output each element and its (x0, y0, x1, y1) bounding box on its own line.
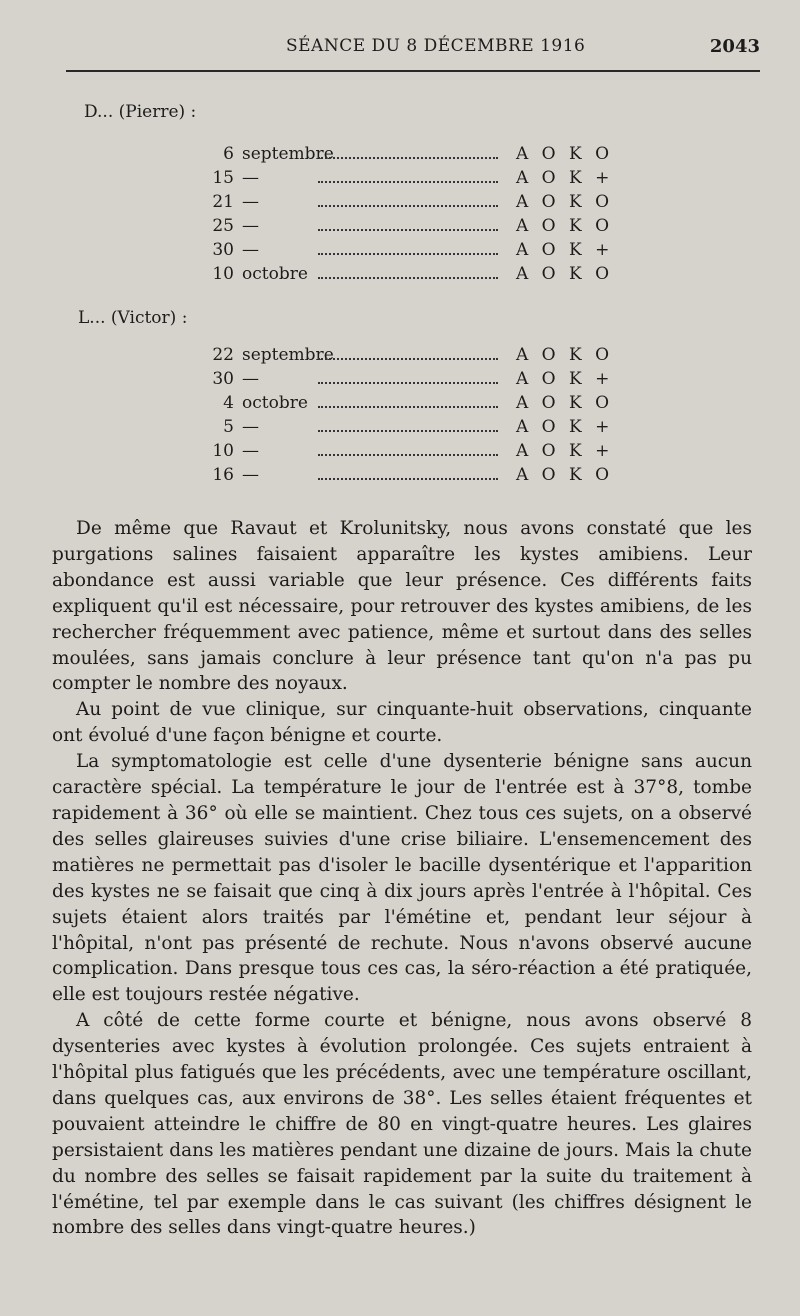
dot-leader (318, 430, 498, 432)
month: — (242, 192, 259, 212)
month: octobre (242, 393, 308, 413)
running-head: SÉANCE DU 8 DÉCEMBRE 1916 (286, 36, 586, 56)
day: 30 (212, 369, 234, 389)
dot-leader (318, 205, 498, 207)
day: 10 (212, 264, 234, 284)
dot-leader (318, 229, 498, 231)
month: — (242, 216, 259, 236)
results-table (0, 345, 800, 489)
paragraph: De même que Ravaut et Krolunitsky, nous avons constaté que les purgations salines faisaient apparaître les kystes amibiens. Leur abondance est aussi variable que leur présence. Ces différents faits expliquent qu'il est nécessaire, pour retrouver des kystes amibiens, de les rechercher fréquemment avec patience, même et surtout dans des selles moulées, sans jamais conclure à leur présence tant qu'on n'a pas pu compter le nombre des noyaux. (52, 518, 752, 695)
dot-leader (318, 277, 498, 279)
dot-leader (318, 157, 498, 159)
day: 21 (212, 192, 234, 212)
day: 10 (212, 441, 234, 461)
table-row (0, 369, 800, 393)
result: A O K + (516, 168, 614, 188)
day: 6 (223, 144, 234, 164)
result: A O K O (516, 144, 614, 164)
dot-leader (318, 358, 498, 360)
results-table (0, 144, 800, 288)
month: — (242, 168, 259, 188)
day: 4 (223, 393, 234, 413)
result: A O K O (516, 393, 614, 413)
table-row (0, 441, 800, 465)
result: A O K + (516, 441, 614, 461)
month: — (242, 441, 259, 461)
month: octobre (242, 264, 308, 284)
day: 30 (212, 240, 234, 260)
month: — (242, 417, 259, 437)
result: A O K O (516, 264, 614, 284)
table-row (0, 465, 800, 489)
table-row (0, 168, 800, 192)
dot-leader (318, 478, 498, 480)
dot-leader (318, 406, 498, 408)
day: 25 (212, 216, 234, 236)
result: A O K O (516, 192, 614, 212)
header-rule (66, 70, 760, 72)
result: A O K O (516, 465, 614, 485)
table-row (0, 240, 800, 264)
dot-leader (318, 454, 498, 456)
result: A O K O (516, 345, 614, 365)
month: — (242, 465, 259, 485)
patient-name: D... (Pierre) : (84, 102, 197, 122)
result: A O K + (516, 369, 614, 389)
month: — (242, 240, 259, 260)
day: 5 (223, 417, 234, 437)
table-row (0, 417, 800, 441)
paragraph: Au point de vue clinique, sur cinquante-huit observations, cinquante ont évolué d'une façon bénigne et courte. (52, 699, 752, 747)
paragraph: La symptomatologie est celle d'une dysenterie bénigne sans aucun caractère spécial. La température le jour de l'entrée est à 37°8, tombe rapidement à 36° où elle se maintient. Chez tous ces sujets, on a observé des selles glaireuses suivies d'une crise biliaire. L'ensemencement des matières ne permettait pas d'isoler le bacille dysentérique et l'apparition des kystes ne se faisait que cinq à dix jours après l'entrée à l'hôpital. Ces sujets étaient alors traités par l'émétine et, pendant leur séjour à l'hôpital, n'ont pas présenté de rechute. Nous n'avons observé aucune complication. Dans presque tous ces cas, la séro-réaction a été pratiquée, elle est toujours restée négative. (52, 751, 752, 1006)
table-row (0, 264, 800, 288)
table-row (0, 393, 800, 417)
page-number: 2043 (709, 36, 760, 57)
day: 15 (212, 168, 234, 188)
result: A O K O (516, 216, 614, 236)
dot-leader (318, 253, 498, 255)
patient-name: L... (Victor) : (78, 308, 188, 328)
month: — (242, 369, 259, 389)
result: A O K + (516, 240, 614, 260)
table-row (0, 216, 800, 240)
dot-leader (318, 181, 498, 183)
day: 22 (212, 345, 234, 365)
month: septembre (242, 144, 334, 164)
paragraph: A côté de cette forme courte et bénigne, nous avons observé 8 dysenteries avec kystes à évolution prolongée. Ces sujets entraient à l'hôpital plus fatigués que les précédents, avec une température oscillant, dans quelques cas, aux environs de 38°. Les selles étaient fréquentes et pouvaient atteindre le chiffre de 80 en vingt-quatre heures. Les glaires persistaient dans les matières pendant une dizaine de jours. Mais la chute du nombre des selles se faisait rapidement par la suite du traitement à l'émétine, tel par exemple dans le cas suivant (les chiffres désignent le nombre des selles dans vingt-quatre heures.) (52, 1010, 752, 1239)
table-row (0, 144, 800, 168)
body-text (52, 516, 752, 1241)
dot-leader (318, 382, 498, 384)
table-row (0, 345, 800, 369)
result: A O K + (516, 417, 614, 437)
table-row (0, 192, 800, 216)
page-header (0, 36, 800, 60)
month: septembre (242, 345, 334, 365)
day: 16 (212, 465, 234, 485)
